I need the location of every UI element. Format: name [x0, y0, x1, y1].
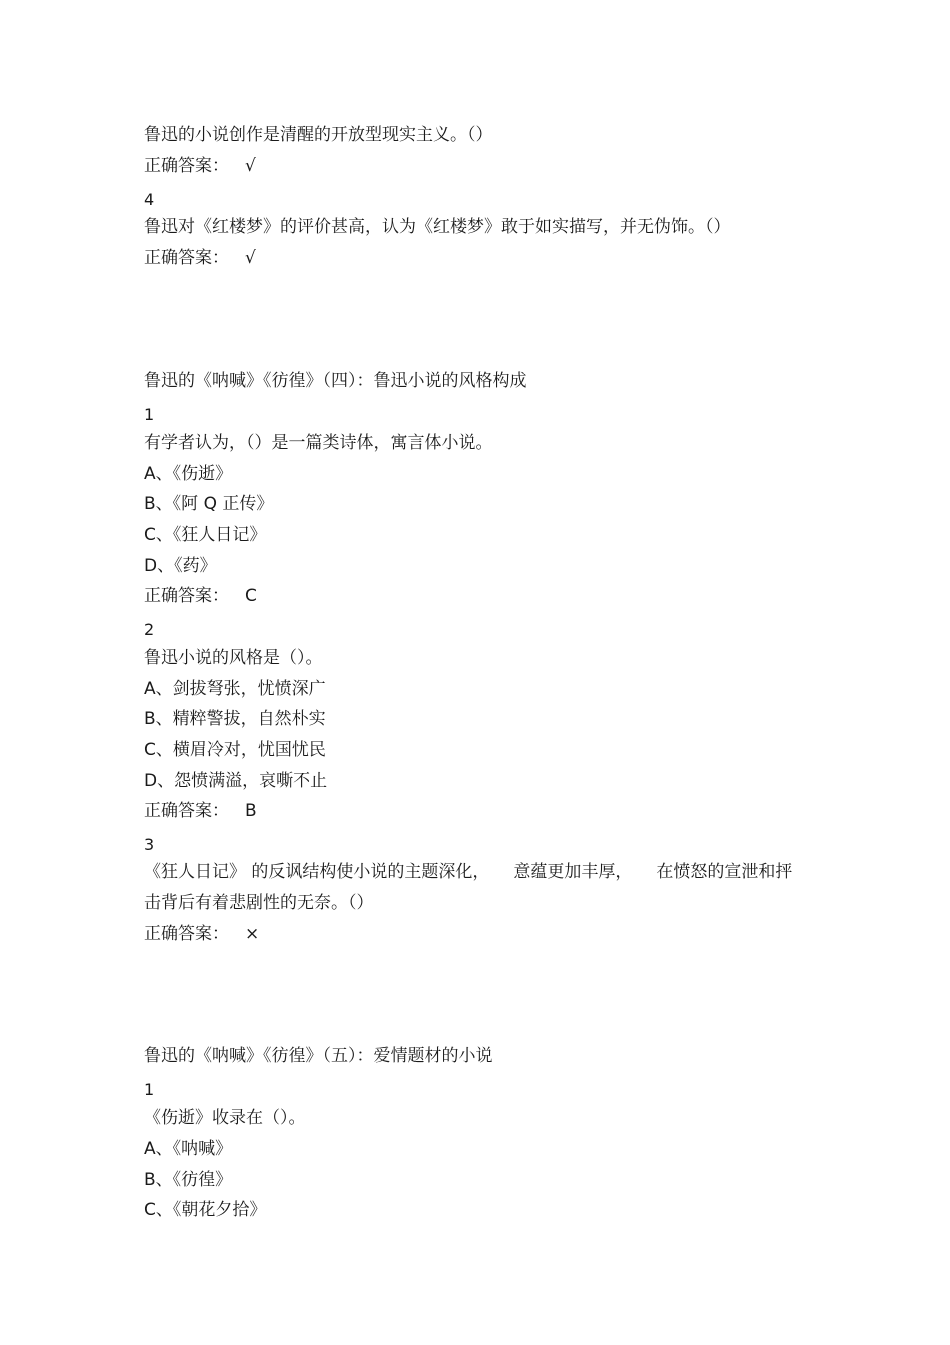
option-d: D、怨愤满溢，哀嘶不止	[144, 771, 328, 791]
question-number: 3	[144, 835, 155, 854]
answer-line	[144, 800, 257, 822]
question-number: 2	[144, 620, 155, 639]
question-text: 《伤逝》收录在（）。	[144, 1108, 306, 1128]
answer-line	[144, 923, 259, 945]
option-c: C、横眉冷对，忧国忧民	[144, 740, 326, 760]
question-text	[144, 861, 792, 883]
answer-label: 正确答案：	[144, 248, 229, 268]
option-b: B、精粹警拔，自然朴实	[144, 709, 326, 729]
question-text-continued: 击背后有着悲剧性的无奈。（）	[144, 893, 374, 913]
question-text: 鲁迅小说的风格是（）。	[144, 648, 323, 668]
question-text-part: 在愤怒的宣泄和抨	[656, 862, 793, 882]
question-number: 1	[144, 1080, 155, 1099]
answer-label: 正确答案：	[144, 156, 229, 176]
option-c: C、《狂人日记》	[144, 525, 267, 545]
section-title: 鲁迅的《呐喊》《彷徨》（五）：爱情题材的小说	[144, 1046, 493, 1066]
question-number: 4	[144, 190, 155, 209]
answer-value: ×	[245, 924, 260, 944]
section-title: 鲁迅的《呐喊》《彷徨》（四）：鲁迅小说的风格构成	[144, 371, 527, 391]
question-text: 鲁迅对《红楼梦》的评价甚高，认为《红楼梦》敢于如实描写，并无伪饰。（）	[144, 217, 731, 237]
option-c: C、《朝花夕拾》	[144, 1200, 267, 1220]
answer-value: √	[245, 248, 256, 268]
option-b: B、《彷徨》	[144, 1170, 233, 1190]
answer-value: B	[245, 801, 257, 821]
answer-label: 正确答案：	[144, 801, 229, 821]
answer-label: 正确答案：	[144, 586, 229, 606]
answer-label: 正确答案：	[144, 924, 229, 944]
option-a: A、《伤逝》	[144, 464, 233, 484]
option-d: D、《药》	[144, 556, 217, 576]
question-number: 1	[144, 405, 155, 424]
answer-value: C	[245, 586, 257, 606]
answer-line	[144, 585, 257, 607]
question-text-part: 《狂人日记》 的反讽结构使小说的主题深化，	[144, 862, 490, 882]
option-b: B、《阿 Q 正传》	[144, 494, 274, 514]
answer-line	[144, 247, 256, 269]
answer-value: √	[245, 156, 256, 176]
option-a: A、剑拔弩张，忧愤深广	[144, 679, 326, 699]
question-text: 鲁迅的小说创作是清醒的开放型现实主义。（）	[144, 125, 493, 145]
option-a: A、《呐喊》	[144, 1139, 233, 1159]
question-text: 有学者认为，（）是一篇类诗体，寓言体小说。	[144, 433, 493, 453]
answer-line	[144, 155, 256, 177]
question-text-part: 意蕴更加丰厚，	[513, 862, 633, 882]
